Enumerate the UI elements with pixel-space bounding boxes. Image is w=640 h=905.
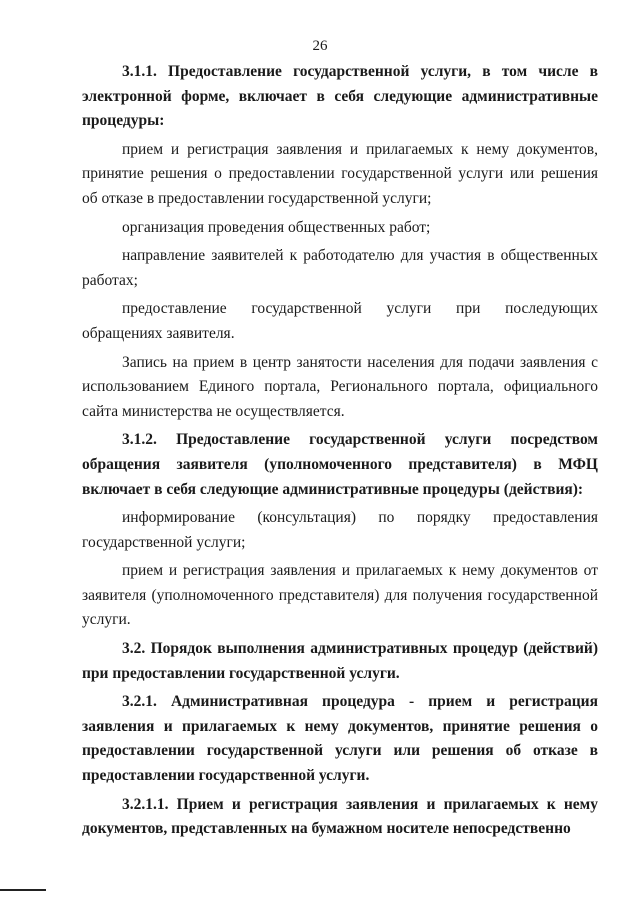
procedure-item-reception: прием и регистрация заявления и прилагаемых к нему документов, принятие решения о предоставлении государственной услуги или решения об отказе в предоставлении государственной услуги; <box>82 140 598 207</box>
page-number: 26 <box>312 38 328 54</box>
section-3-1-2-heading: 3.1.2. Предоставление государственной услуги посредством обращения заявителя (уполномоченного представителя) в МФЦ включает в себя следующие административные процедуры (действия): <box>82 431 598 498</box>
document-body <box>82 60 598 846</box>
mfc-item-reception: прием и регистрация заявления и прилагаемых к нему документов от заявителя (уполномоченного представителя) для получения государственной услуги. <box>82 562 598 629</box>
procedure-item-referral: направление заявителей к работодателю для участия в общественных работах; <box>82 247 598 289</box>
mfc-item-informing: информирование (консультация) по порядку предоставления государственной услуги; <box>82 509 598 551</box>
appointment-note: Запись на прием в центр занятости населения для подачи заявления с использованием Единого портала, Регионального портала, официального сайта министерства не осуществляется. <box>82 353 598 420</box>
section-3-2-1-heading: 3.2.1. Административная процедура - прием и регистрация заявления и прилагаемых к нему документов, принятие решения о предоставлении государственной услуги или решения об отказе в предоставлении государственной услуги. <box>82 693 598 785</box>
section-3-2-heading: 3.2. Порядок выполнения административных процедур (действий) при предоставлении государственной услуги. <box>82 640 598 682</box>
procedure-item-public-works: организация проведения общественных работ; <box>122 218 431 236</box>
section-3-2-1-1-heading: 3.2.1.1. Прием и регистрация заявления и прилагаемых к нему документов, представленных на бумажном носителе непосредственно <box>82 795 598 838</box>
section-3-1-1-heading: 3.1.1. Предоставление государственной услуги, в том числе в электронной форме, включает в себя следующие административные процедуры: <box>82 63 598 130</box>
footer-divider <box>0 889 46 891</box>
procedure-item-repeat-requests: предоставление государственной услуги при последующих обращениях заявителя. <box>82 300 598 342</box>
